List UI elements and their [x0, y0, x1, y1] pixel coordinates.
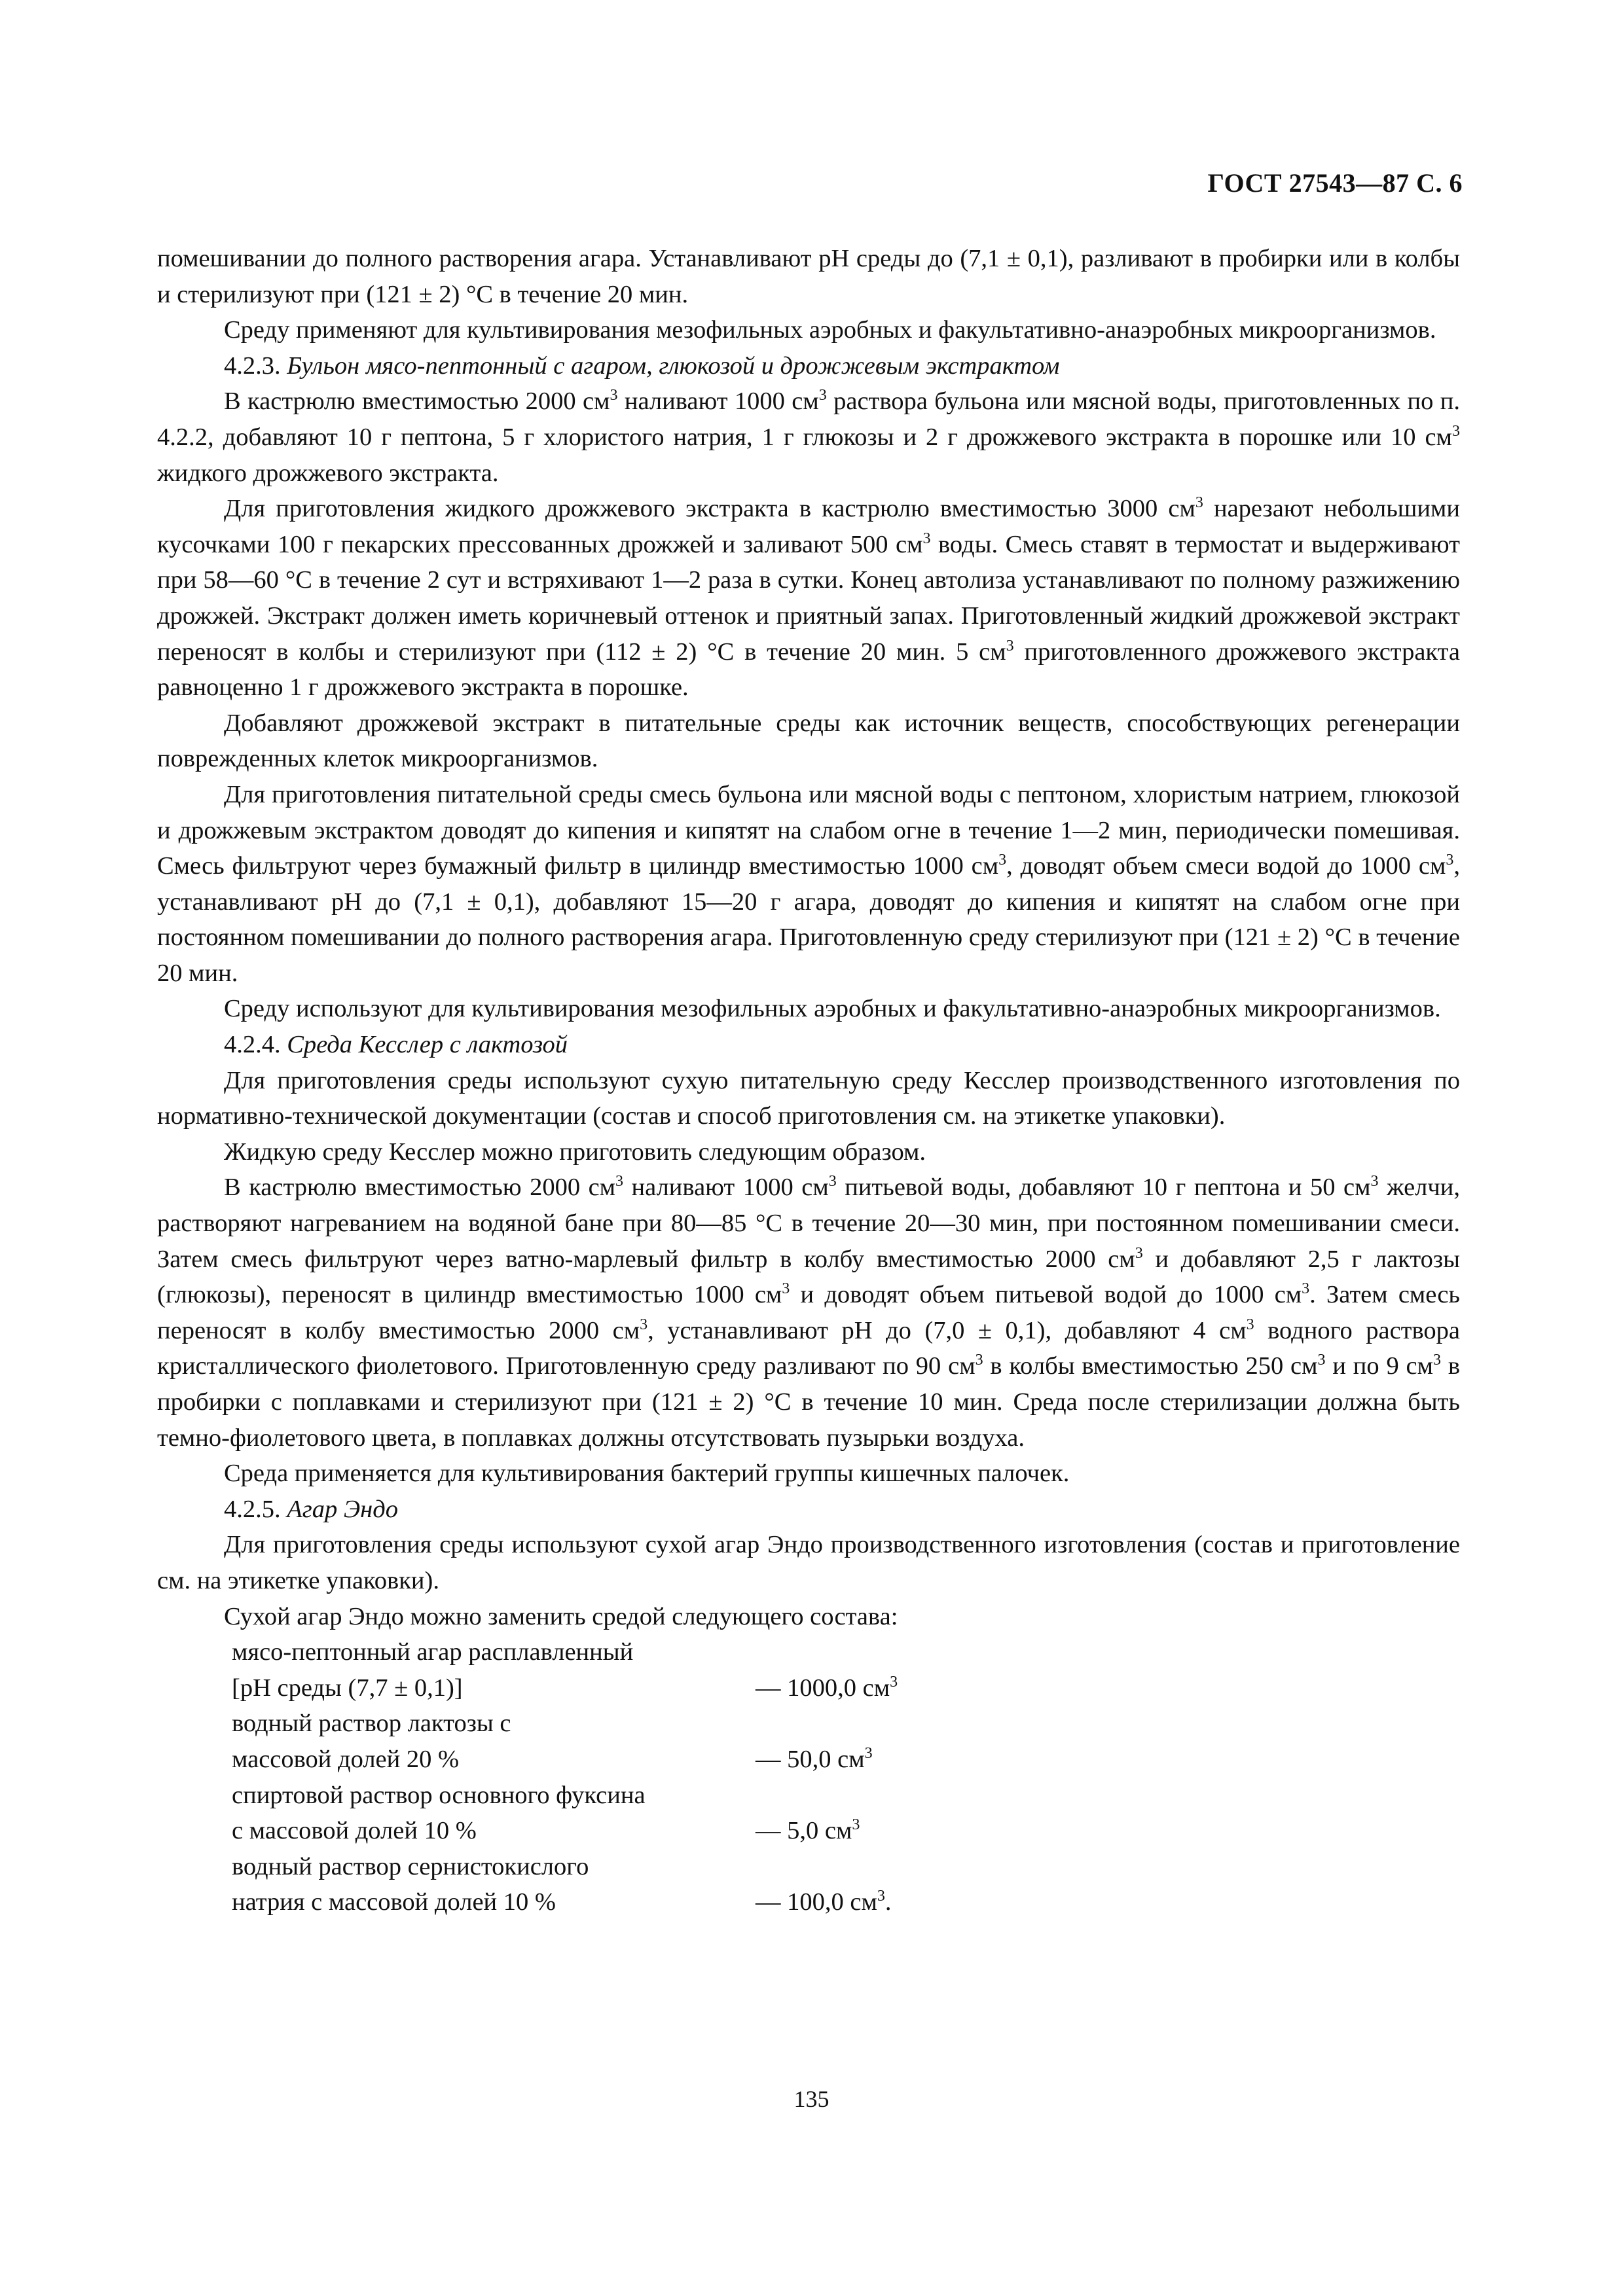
- composition-value: — 1000,0 $см^3$: [756, 1673, 898, 1702]
- page-number: 135: [793, 2086, 830, 2112]
- paragraph: Для приготовления питательной среды смесь бульона или мясной воды с пептоном, хлористым натрием, глюкозой и дрожжевым экстрактом доводят до кипения и кипятят на слабом огне в течение 1—2 мин, периодически помешивая. Смесь фильтруют через бумажный фильтр в цилиндр вместимостью 1000 $см^3$, доводят объем смеси водой до 1000 $см^3$, устанавливают pH до (7,1 ± 0,1), добавляют 15—20 г агара, доводят до кипения и кипятят на слабом огне при постоянном помешивании до полного растворения агара. Приготовленную среду стерилизуют при (121 ± 2) °С в течение 20 мин.: [157, 780, 1460, 987]
- paragraph: Сухой агар Эндо можно заменить средой следующего состава:: [224, 1602, 898, 1630]
- paragraph: Добавляют дрожжевой экстракт в питательные среды как источник веществ, способствующих регенерации поврежденных клеток микроорганизмов.: [157, 709, 1460, 773]
- composition-list: [157, 1634, 1460, 1920]
- section-number: 4.2.5.: [224, 1495, 287, 1523]
- document-body: [157, 241, 1460, 1920]
- composition-item-line1: водный раствор сернистокислого: [232, 1852, 589, 1880]
- paragraph: Среда применяется для культивирования бактерий группы кишечных палочек.: [224, 1460, 1070, 1488]
- composition-item-line2: массовой долей 20 % — 50,0 $см^3$: [232, 1742, 1460, 1778]
- section-heading-4-2-5: [157, 1492, 1460, 1528]
- composition-item-line1: водный раствор лактозы с: [232, 1710, 511, 1738]
- composition-item-line2: [pH среды (7,7 ± 0,1)] — 1000,0 $см^3$: [232, 1670, 1460, 1706]
- section-title: Агар Эндо: [287, 1495, 398, 1523]
- paragraph: Среду применяют для культивирования мезофильных аэробных и факультативно-анаэробных микроорганизмов.: [224, 316, 1436, 344]
- section-heading-4-2-4: [157, 1027, 1460, 1063]
- paragraph: В кастрюлю вместимостью 2000 $см^3$ наливают 1000 $см^3$ питьевой воды, добавляют 10 г пептона и 50 $см^3$ желчи, растворяют нагреванием на водяной бане при 80—85 °С в течение 20—30 мин, при постоянном помешивании смеси. Затем смесь фильтруют через ватно-марлевый фильтр в колбу вместимостью 2000 $см^3$ и добавляют 2,5 г лактозы (глюкозы), переносят в цилиндр вместимостью 1000 $см^3$ и доводят объем питьевой водой до 1000 $см^3$. Затем смесь переносят в колбу вместимостью 2000 $см^3$, устанавливают pH до (7,0 ± 0,1), добавляют 4 $см^3$ водного раствора кристаллического фиолетового. Приготовленную среду разливают по 90 $см^3$ в колбы вместимостью 250 $см^3$ и по 9 $см^3$ в пробирки с поплавками и стерилизуют при (121 ± 2) °С в течение 10 мин. Среда после стерилизации должна быть темно-фиолетового цвета, в поплавках должны отсутствовать пузырьки воздуха.: [157, 1173, 1460, 1452]
- paragraph: помешивании до полного растворения агара. Устанавливают pH среды до (7,1 ± 0,1), разливают в пробирки или в колбы и стерилизуют при (121 ± 2) °С в течение 20 мин.: [157, 245, 1460, 308]
- composition-value: — 100,0 $см^3$.: [756, 1888, 892, 1916]
- composition-value: — 5,0 $см^3$: [756, 1816, 860, 1845]
- composition-item-line2: с массовой долей 10 % — 5,0 $см^3$: [232, 1813, 1460, 1849]
- section-number: 4.2.4.: [224, 1031, 287, 1059]
- section-title: Бульон мясо-пептонный с агаром, глюкозой и дрожжевым экстрактом: [287, 351, 1060, 380]
- paragraph: Для приготовления среды используют сухую питательную среду Кесслер производственного изготовления по нормативно-технической документации (состав и способ приготовления см. на этикетке упаковки).: [157, 1066, 1460, 1130]
- paragraph: Жидкую среду Кесслер можно приготовить следующим образом.: [224, 1138, 926, 1166]
- section-title: Среда Кесслер с лактозой: [287, 1031, 568, 1059]
- composition-item-line1: спиртовой раствор основного фуксина: [232, 1781, 646, 1809]
- paragraph: Для приготовления среды используют сухой агар Эндо производственного изготовления (состав и приготовление см. на этикетке упаковки).: [157, 1531, 1460, 1594]
- paragraph: Среду используют для культивирования мезофильных аэробных и факультативно-анаэробных микроорганизмов.: [224, 995, 1441, 1023]
- paragraph: В кастрюлю вместимостью 2000 $см^3$ наливают 1000 $см^3$ раствора бульона или мясной воды, приготовленных по п. 4.2.2, добавляют 10 г пептона, 5 г хлористого натрия, 1 г глюкозы и 2 г дрожжевого экстракта в порошке или 10 $см^3$ жидкого дрожжевого экстракта.: [157, 387, 1460, 487]
- section-heading-4-2-3: [157, 348, 1460, 384]
- composition-item-line2: натрия с массовой долей 10 % — 100,0 $см^3$.: [232, 1884, 1460, 1920]
- composition-item-line1: мясо-пептонный агар расплавленный: [232, 1638, 634, 1666]
- page-header: ГОСТ 27543—87 С. 6: [1207, 168, 1463, 198]
- composition-value: — 50,0 $см^3$: [756, 1745, 873, 1773]
- paragraph: Для приготовления жидкого дрожжевого экстракта в кастрюлю вместимостью 3000 $см^3$ нарезают небольшими кусочками 100 г пекарских прессованных дрожжей и заливают 500 $см^3$ воды. Смесь ставят в термостат и выдерживают при 58—60 °С в течение 2 сут и встряхивают 1—2 раза в сутки. Конец автолиза устанавливают по полному разжижению дрожжей. Экстракт должен иметь коричневый оттенок и приятный запах. Приготовленный жидкий дрожжевой экстракт переносят в колбы и стерилизуют при (112 ± 2) °С в течение 20 мин. 5 $см^3$ приготовленного дрожжевого экстракта равноценно 1 г дрожжевого экстракта в порошке.: [157, 494, 1461, 702]
- section-number: 4.2.3.: [224, 351, 287, 380]
